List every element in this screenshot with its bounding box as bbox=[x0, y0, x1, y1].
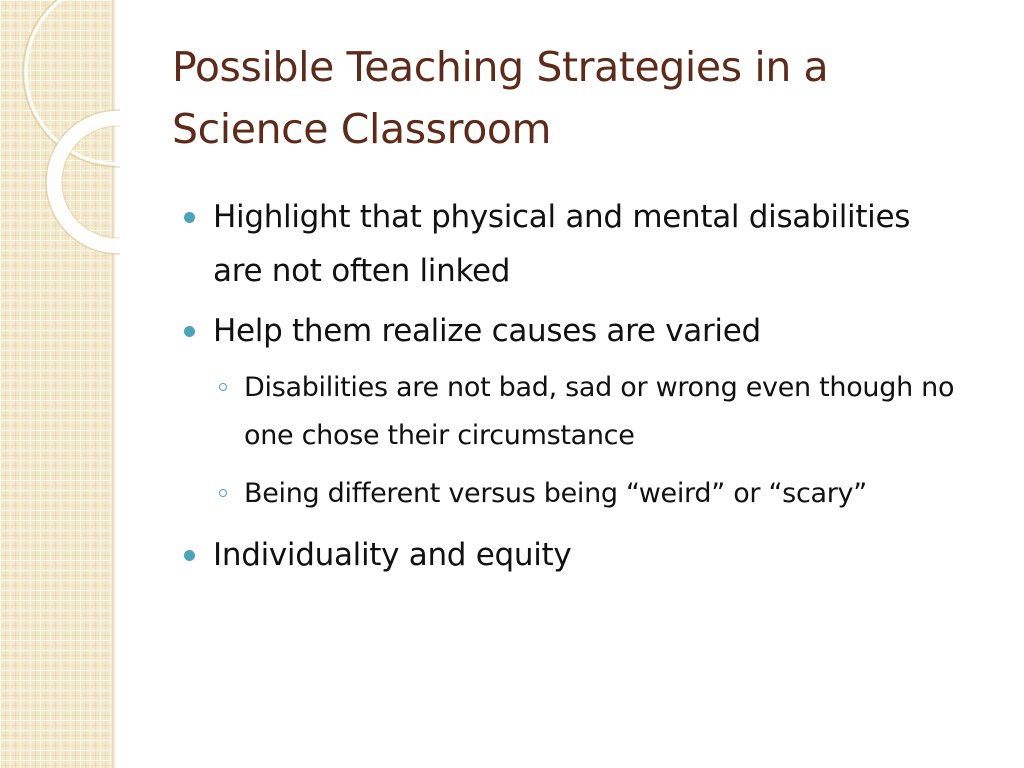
bullet-text: Individuality and equity bbox=[213, 537, 572, 573]
sub-bullet-text: Being different versus being “weird” or “scary” bbox=[244, 478, 867, 509]
filled-circle-bullet-icon bbox=[184, 326, 195, 337]
ring-decoration-icon bbox=[0, 0, 120, 260]
sub-bullet-text: Disabilities are not bad, sad or wrong even though no one chose their circumstance bbox=[244, 372, 955, 451]
list-item bbox=[182, 528, 962, 582]
filled-circle-bullet-icon bbox=[184, 550, 195, 561]
sub-list-item bbox=[213, 364, 962, 460]
hollow-circle-bullet-icon bbox=[219, 489, 227, 497]
filled-circle-bullet-icon bbox=[184, 212, 195, 223]
sub-list-item bbox=[213, 470, 962, 518]
sub-bullet-list bbox=[213, 364, 962, 518]
hollow-circle-bullet-icon bbox=[219, 383, 227, 391]
list-item bbox=[182, 304, 962, 518]
slide-title: Possible Teaching Strategies in a Science Classroom bbox=[172, 43, 829, 153]
bullet-list bbox=[182, 190, 962, 588]
bullet-text: Highlight that physical and mental disabilities are not often linked bbox=[213, 199, 911, 289]
bullet-text: Help them realize causes are varied bbox=[213, 313, 761, 349]
list-item bbox=[182, 190, 962, 298]
